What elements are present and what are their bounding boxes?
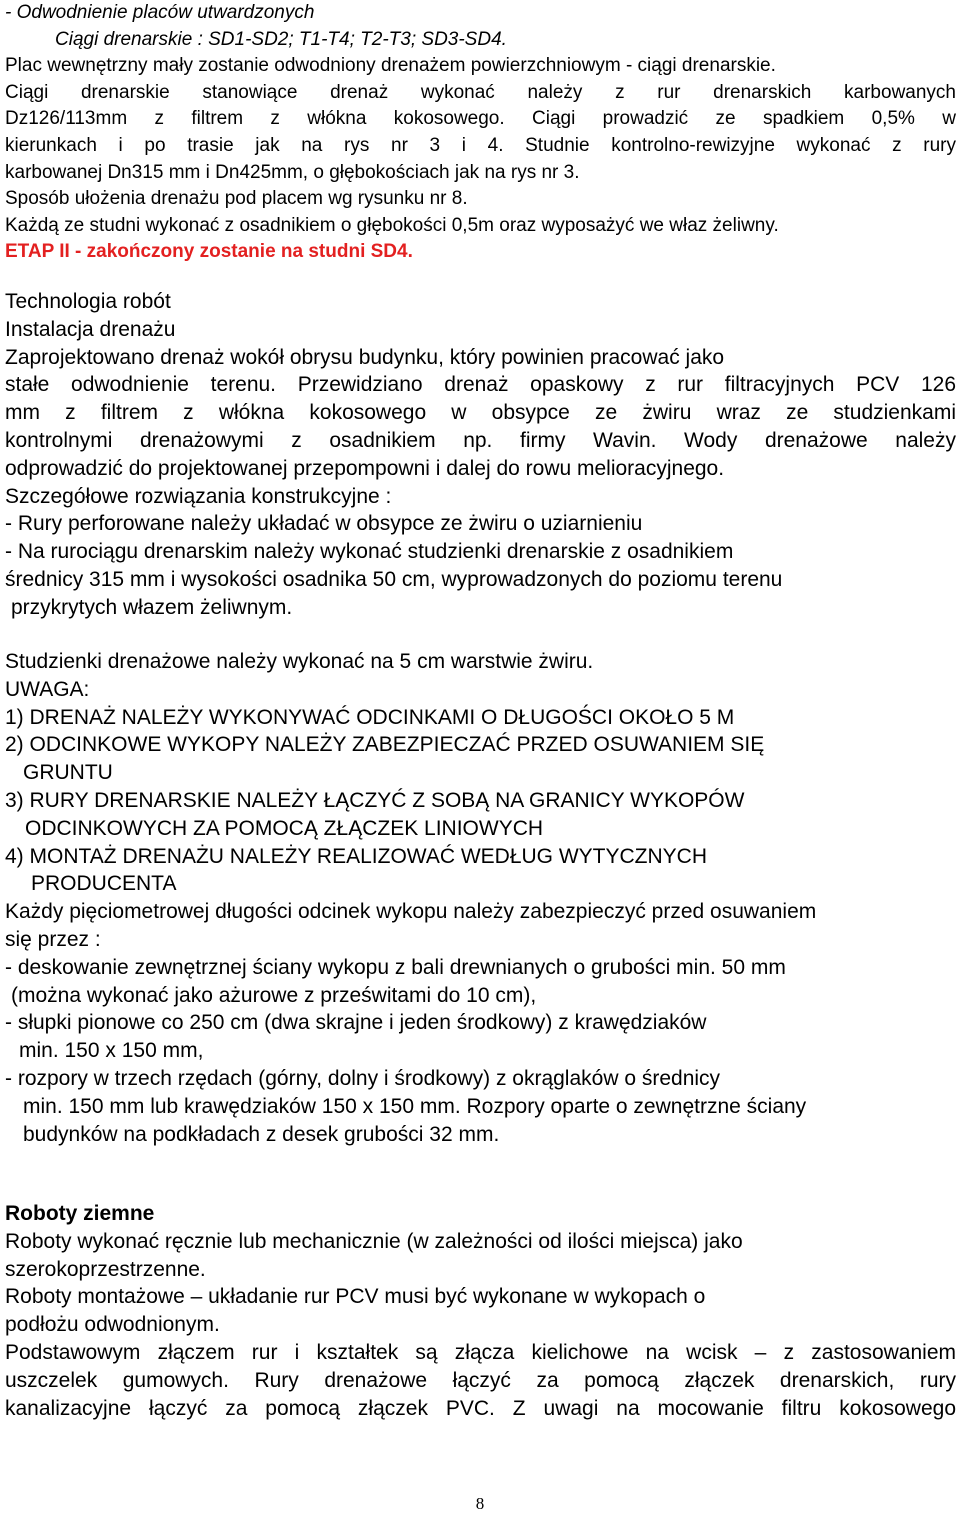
notes-section bbox=[5, 648, 956, 1148]
drainage-section bbox=[5, 0, 956, 266]
text-line: Zaprojektowano drenaż wokół obrysu budynku, który powinien pracować jako bbox=[5, 345, 725, 369]
warning-item-cont: ODCINKOWYCH ZA POMOCĄ ZŁĄCZEK LINIOWYCH bbox=[25, 816, 544, 840]
text-line: się przez : bbox=[5, 927, 101, 951]
text-line: kontrolnymi drenażowymi z osadnikiem np. firmy Wavin. Wody drenażowe należy bbox=[5, 428, 956, 452]
text-line: - słupki pionowe co 250 cm (dwa skrajne i jeden środkowy) z krawędziaków bbox=[5, 1011, 707, 1035]
text-line: średnicy 315 mm i wysokości osadnika 50 cm, wyprowadzonych do poziomu terenu bbox=[5, 567, 783, 591]
section-heading: Roboty ziemne bbox=[5, 1202, 155, 1225]
text-line: karbowanej Dn315 mm i Dn425mm, o głębokościach jak na rys nr 3. bbox=[5, 161, 580, 183]
text-line: Roboty wykonać ręcznie lub mechanicznie (w zależności od ilości miejsca) jako bbox=[5, 1229, 743, 1253]
text-line: Sposób ułożenia drenażu pod placem wg rysunku nr 8. bbox=[5, 188, 468, 210]
section-title: - Odwodnienie placów utwardzonych bbox=[5, 2, 315, 23]
text-line: szerokoprzestrzenne. bbox=[5, 1257, 206, 1281]
section-subheading: Instalacja drenażu bbox=[5, 317, 176, 341]
earthworks-section bbox=[5, 1200, 956, 1422]
text-line: - deskowanie zewnętrznej ściany wykopu z bali drewnianych o grubości min. 50 mm bbox=[5, 955, 786, 979]
text-line: stałe odwodnienie terenu. Przewidziano drenaż opaskowy z rur filtracyjnych PCV 126 bbox=[5, 373, 956, 397]
text-line: uszczelek gumowych. Rury drenażowe łączyć za pomocą złączek drenarskich, rury bbox=[5, 1368, 956, 1392]
text-line: Podstawowym złączem rur i kształtek są złącza kielichowe na wcisk – z zastosowaniem bbox=[5, 1340, 956, 1364]
stage-note: ETAP II - zakończony zostanie na studni SD4. bbox=[5, 241, 413, 263]
text-line: Szczegółowe rozwiązania konstrukcyjne : bbox=[5, 484, 392, 508]
warning-item: 1) DRENAŻ NALEŻY WYKONYWAĆ ODCINKAMI O DŁUGOŚCI OKOŁO 5 M bbox=[5, 705, 735, 729]
text-line: przykrytych włazem żeliwnym. bbox=[11, 595, 293, 619]
text-line: Dz126/113mm z filtrem z włókna kokosowego. Ciągi prowadzić ze spadkiem 0,5% w bbox=[5, 108, 956, 130]
warning-item: 2) ODCINKOWE WYKOPY NALEŻY ZABEZPIECZAĆ PRZED OSUWANIEM SIĘ bbox=[5, 733, 765, 757]
text-line: mm z filtrem z włókna kokosowego w obsypce ze żwiru wraz ze studzienkami bbox=[5, 401, 956, 425]
text-line: - Rury perforowane należy układać w obsypce ze żwiru o uziarnieniu bbox=[5, 512, 643, 536]
technology-section bbox=[5, 288, 956, 622]
text-line: Ciągi drenarskie stanowiące drenaż wykonać należy z rur drenarskich karbowanych bbox=[5, 81, 956, 103]
text-line: kierunkach i po trasie jak na rys nr 3 i 4. Studnie kontrolno-rewizyjne wykonać z rury bbox=[5, 134, 956, 156]
text-line: Każdy pięciometrowej długości odcinek wykopu należy zabezpieczyć przed osuwaniem bbox=[5, 900, 817, 924]
warning-item-cont: PRODUCENTA bbox=[31, 872, 177, 896]
page-number: 8 bbox=[475, 1494, 485, 1513]
warning-item: 4) MONTAŻ DRENAŻU NALEŻY REALIZOWAĆ WEDŁUG WYTYCZNYCH bbox=[5, 844, 707, 868]
text-line: kanalizacyjne łączyć za pomocą złączek PVC. Z uwagi na mocowanie filtru kokosowego bbox=[5, 1396, 956, 1420]
text-line: Studzienki drenażowe należy wykonać na 5 cm warstwie żwiru. bbox=[5, 650, 594, 673]
drainage-lines-list: Ciągi drenarskie : SD1-SD2; T1-T4; T2-T3; SD3-SD4. bbox=[55, 28, 507, 50]
text-line: min. 150 mm lub krawędziaków 150 x 150 mm. Rozpory oparte o zewnętrzne ściany bbox=[23, 1094, 807, 1118]
text-line: odprowadzić do projektowanej przepompowni i dalej do rowu melioracyjnego. bbox=[5, 456, 725, 480]
text-line: - rozpory w trzech rzędach (górny, dolny i środkowy) z okrąglaków o średnicy bbox=[5, 1066, 721, 1090]
text-line: Każdą ze studni wykonać z osadnikiem o głębokości 0,5m oraz wyposażyć we właz żeliwny. bbox=[5, 214, 779, 236]
warning-item-cont: GRUNTU bbox=[23, 761, 113, 785]
warning-item: 3) RURY DRENARSKIE NALEŻY ŁĄCZYĆ Z SOBĄ NA GRANICY WYKOPÓW bbox=[5, 788, 745, 812]
text-line: Plac wewnętrzny mały zostanie odwodniony drenażem powierzchniowym - ciągi drenarskie. bbox=[5, 55, 776, 77]
warning-label: UWAGA: bbox=[5, 677, 90, 701]
text-line: Roboty montażowe – układanie rur PCV musi być wykonane w wykopach o bbox=[5, 1285, 706, 1309]
text-line: podłożu odwodnionym. bbox=[5, 1313, 220, 1337]
section-heading: Technologia robót bbox=[5, 290, 171, 313]
text-line: min. 150 x 150 mm, bbox=[19, 1039, 204, 1063]
text-line: (można wykonać jako ażurowe z prześwitami do 10 cm), bbox=[11, 983, 537, 1007]
text-line: - Na rurociągu drenarskim należy wykonać studzienki drenarskie z osadnikiem bbox=[5, 540, 734, 564]
text-line: budynków na podkładach z desek grubości 32 mm. bbox=[23, 1122, 500, 1146]
